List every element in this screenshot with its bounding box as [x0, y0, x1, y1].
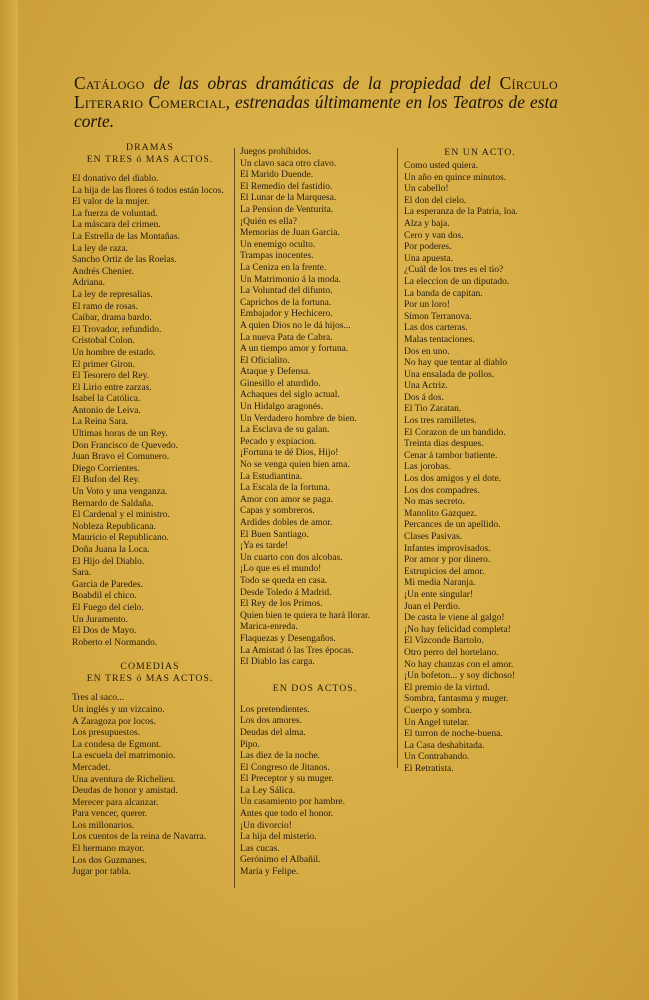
list-item: Nobleza Republicana.	[72, 521, 156, 532]
list-item: Un hombre de estado.	[72, 347, 156, 358]
title-catalogo: Catálogo	[74, 73, 145, 93]
list-item: Caibar, drama bardo.	[72, 313, 152, 324]
list-item: Los tres ramilletes.	[404, 416, 477, 427]
list-item: Los dos Guzmanes.	[72, 855, 147, 866]
column-dramas	[72, 142, 228, 879]
list-item: Un inglés y un vizcaino.	[72, 704, 165, 715]
list-item: Un clavo saca otro clavo.	[240, 158, 337, 169]
list-item: La hija del misterio.	[240, 832, 317, 843]
list-item: Garcia de Paredes.	[72, 579, 143, 590]
list-item: Simon Terranova.	[404, 311, 472, 322]
list-item: El Marido Duende.	[240, 170, 314, 181]
list-item: Treinta dias despues.	[404, 439, 484, 450]
list-item: La Casa deshabitada.	[404, 740, 485, 751]
list-item: Flaquezas y Desengaños.	[240, 633, 336, 644]
list-item: Una Actriz.	[404, 381, 448, 392]
list-item: Mi media Naranja.	[404, 578, 476, 589]
list-item: La nueva Pata de Cabra.	[240, 332, 333, 343]
list-item: Isabel la Católica.	[72, 394, 141, 405]
list-item: La ley de raza.	[72, 243, 128, 254]
list-item: La esperanza de la Patria, loa.	[404, 207, 518, 218]
list-item: Todo se queda en casa.	[240, 575, 328, 586]
list-item: Mercadet.	[72, 762, 111, 773]
list-item: Ultimas horas de un Rey.	[72, 429, 168, 440]
column-rule-left	[234, 148, 235, 888]
list-item: Trampas inocentes.	[240, 251, 314, 262]
list-item: Un Juramento.	[72, 614, 128, 625]
list-item: Por amor y por dinero.	[404, 555, 491, 566]
list-dramas	[72, 174, 228, 649]
list-item: Juan Bravo el Comunero.	[72, 452, 170, 463]
list-item: Por un loro!	[404, 300, 450, 311]
list-item: La Pension de Venturita.	[240, 204, 334, 215]
list-item: ¡Fortuna te dé Dios, Hijo!	[240, 448, 339, 459]
list-item: La eleccion de un diputado.	[404, 276, 510, 287]
list-item: Ginesillo el aturdido.	[240, 378, 321, 389]
list-item: Los dos amores.	[240, 716, 303, 727]
list-item: Un Verdadero hombre de bien.	[240, 413, 357, 424]
list-item: No hay chanzas con el amor.	[404, 659, 514, 670]
list-item: Andrés Chenier.	[72, 266, 134, 277]
title-circulo: Círculo Literario Comercial	[74, 73, 558, 112]
list-item: ¡Un divorcio!	[240, 820, 292, 831]
list-item: Achaques del siglo actual.	[240, 390, 340, 401]
list-item: El Tesorero del Rey.	[72, 371, 150, 382]
title-text-2: , estrenadas últimamente en los Teatros de esta corte.	[74, 92, 558, 131]
list-item: Juegos prohibidos.	[240, 147, 312, 157]
list-item: Memorias de Juan Garcia.	[240, 228, 340, 239]
list-item: Deudas de honor y amistad.	[72, 786, 178, 797]
list-item: El Hijo del Diablo.	[72, 556, 145, 567]
list-item: Un año en quince minutos.	[404, 172, 507, 183]
list-item: El Oficialito.	[240, 355, 290, 366]
list-item: Los pretendientes.	[240, 704, 310, 715]
list-item: El primer Giron.	[72, 359, 136, 370]
list-item: Jugar por tabla.	[72, 867, 131, 878]
list-item: Roberto el Normando.	[72, 637, 158, 648]
list-item: Boabdil el chico.	[72, 591, 137, 602]
list-item: El Fuego del cielo.	[72, 602, 144, 613]
list-item: El Lirio entre zarzas.	[72, 382, 152, 393]
column-rule-right	[397, 148, 398, 768]
list-item: ¡Un bofeton... y soy dichoso!	[404, 671, 516, 682]
list-item: A quien Dios no le dá hijos...	[240, 320, 351, 331]
list-item: Caprichos de la fortuna.	[240, 297, 332, 308]
list-item: Antonio de Leiva.	[72, 405, 141, 416]
list-item: Los presupuestos.	[72, 728, 141, 739]
list-item: El don del cielo.	[404, 195, 467, 206]
list-item: Juan el Perdio.	[404, 601, 461, 612]
list-item: La hija de las flores ó todos están locos.	[72, 185, 224, 196]
list-item: Los dos amigos y el dote.	[404, 474, 502, 485]
list-item: Ardides dobles de amor.	[240, 518, 333, 528]
list-item: Sancho Ortiz de las Roelas.	[72, 255, 177, 266]
list-item: Un Contrabando.	[404, 752, 470, 763]
list-item: Pecado y expiacion.	[240, 436, 317, 447]
list-item: La condesa de Egmont.	[72, 739, 162, 750]
list-comedias	[72, 693, 228, 879]
list-item: El Lunar de la Marquesa.	[240, 193, 337, 204]
list-item: Los dos compadres.	[404, 485, 480, 496]
list-item: Un Hidalgo aragonés.	[240, 402, 324, 413]
list-item: El turron de noche-buena.	[404, 729, 503, 740]
list-item: La Estrella de las Montañas.	[72, 231, 180, 242]
list-item: Desde Toledo á Madrid.	[240, 587, 332, 598]
list-item: El premio de la virtud.	[404, 682, 490, 693]
page-edge	[0, 0, 18, 1000]
list-item: Marica-enreda.	[240, 622, 298, 633]
list-item: Un enemigo oculto.	[240, 239, 316, 250]
list-item: El Rey de los Primos.	[240, 599, 323, 610]
list-item: De casta le viene al galgo!	[404, 613, 505, 624]
list-item: El Trovador, refundido.	[72, 324, 162, 335]
list-item: Un cuarto con dos alcobas.	[240, 552, 343, 563]
list-un-acto	[404, 161, 556, 775]
list-item: Los millonarios.	[72, 820, 135, 831]
list-item: Embajador y Hechicero.	[240, 309, 333, 320]
list-item: No hay que tentar al diablo	[404, 358, 508, 369]
catalog-title	[74, 74, 558, 131]
list-item: María y Felipe.	[240, 867, 299, 878]
list-item: Quien bien te quiera te hará llorar.	[240, 610, 371, 621]
list-item: Bernardo de Saldaña.	[72, 498, 154, 509]
list-item: La Reina Sara.	[72, 417, 129, 428]
list-item: Ataque y Defensa.	[240, 367, 311, 378]
list-item: La escuela del matrimonio.	[72, 751, 176, 762]
list-item: Infantes improvisados.	[404, 543, 491, 554]
list-item: Amor con amor se paga.	[240, 494, 334, 505]
list-item: El Diablo las carga.	[240, 657, 315, 668]
list-item: Las cucas.	[240, 843, 280, 854]
list-item: El Buen Santiago.	[240, 529, 309, 540]
list-item: La Amistad ó las Tres épocas.	[240, 645, 354, 656]
list-item: La ley de represalias.	[72, 289, 153, 300]
list-item: Un casamiento por hambre.	[240, 797, 345, 808]
list-item: La Estudiantina.	[240, 471, 303, 482]
list-item: Una apuesta.	[404, 253, 454, 264]
list-item: El Dos de Mayo.	[72, 626, 137, 637]
list-item: La Ceniza en la frente.	[240, 262, 327, 273]
list-item: No mas secreto.	[404, 497, 465, 508]
list-item: Manolito Gazquez.	[404, 508, 477, 519]
list-item: Un Matrimonio á la moda.	[240, 274, 342, 285]
heading-comedias: COMEDIAS	[120, 661, 180, 673]
list-item: Los cuentos de la reina de Navarra.	[72, 832, 207, 843]
list-item: Percances de un apellido.	[404, 520, 501, 531]
list-item: Cuerpo y sombra.	[404, 705, 472, 716]
list-item: Don Francisco de Quevedo.	[72, 440, 179, 451]
list-dos-actos	[240, 705, 390, 879]
list-item: Estrupicios del amor.	[404, 566, 485, 577]
list-item: Capas y sombreros.	[240, 506, 315, 517]
list-item: El Corazon de un bandido.	[404, 427, 506, 438]
list-item: La Esclava de su galan.	[240, 425, 330, 436]
list-item: Un Angel tutelar.	[404, 717, 470, 728]
list-item: Un Voto y una venganza.	[72, 487, 168, 498]
list-item: Dos á dos.	[404, 392, 444, 403]
list-item: Pipo.	[240, 739, 260, 750]
list-item: El Tio Zaratan.	[404, 404, 462, 415]
list-item: El donativo del diablo.	[72, 174, 159, 184]
list-item: Cristobal Colon.	[72, 336, 135, 347]
list-item: Tres al saco...	[72, 693, 125, 704]
list-item: Un cabello!	[404, 184, 449, 195]
list-item: Las diez de la noche.	[240, 751, 320, 762]
list-item: ¡Ya es tarde!	[240, 541, 289, 552]
subheading-dramas: EN TRES ó MAS ACTOS.	[86, 154, 214, 165]
list-item: ¡Un ente singular!	[404, 589, 474, 600]
list-item: El Congreso de Jitanos.	[240, 762, 330, 773]
list-item: El hermano mayor.	[72, 844, 145, 855]
list-item: ¿Cuál de los tres es el tio?	[404, 265, 504, 276]
list-item: Las dos carteras.	[404, 323, 468, 334]
subheading-comedias: EN TRES ó MAS ACTOS.	[86, 673, 214, 685]
list-item: Las jorobas.	[404, 462, 451, 473]
list-item: Para vencer, querer.	[72, 809, 148, 820]
list-item: Adriana.	[72, 278, 105, 289]
list-item: ¡Quién es ella?	[240, 216, 297, 227]
list-item: Cenar á tambor batiente.	[404, 450, 498, 461]
list-item: A Zaragoza por locos.	[72, 716, 156, 727]
list-item: El Remedio del fastidio.	[240, 181, 333, 192]
column-un-acto	[404, 147, 556, 775]
list-item: Una aventura de Richelieu.	[72, 774, 176, 785]
list-item: Deudas del alma.	[240, 727, 306, 738]
list-item: El Retratista.	[404, 763, 454, 774]
list-item: ¡No hay felicidad completa!	[404, 624, 511, 635]
list-item: El Vizconde Bartolo.	[404, 636, 484, 647]
list-item: El Cardenal y el ministro.	[72, 510, 170, 521]
list-item: Otro perro del hortelano.	[404, 647, 499, 658]
list-item: Merecer para alcanzar.	[72, 797, 159, 808]
list-item: ¡Lo que es el mundo!	[240, 564, 322, 575]
list-item: El Bufon del Rey.	[72, 475, 140, 486]
title-text-1: de las obras dramáticas de la propiedad del	[144, 73, 500, 93]
column-middle	[240, 147, 390, 879]
heading-dramas: DRAMAS	[126, 142, 174, 153]
list-item: Cero y van dos.	[404, 230, 464, 241]
list-item: Antes que todo el honor.	[240, 809, 334, 820]
list-item: A un tiempo amor y fortuna.	[240, 344, 349, 355]
heading-un-acto: EN UN ACTO.	[444, 147, 516, 158]
list-item: Como usted quiera.	[404, 161, 479, 171]
list-item: Clases Pasivas.	[404, 532, 463, 542]
list-item: La Escala de la fortuna.	[240, 483, 330, 494]
list-item: Malas tentaciones.	[404, 334, 475, 345]
list-item: Diego Corrientes.	[72, 463, 140, 474]
list-item: Gerónimo el Albañil.	[240, 855, 321, 866]
list-item: Dos en uno.	[404, 346, 450, 357]
list-item: Sara.	[72, 568, 92, 579]
list-item: La Ley Sálica.	[240, 785, 296, 796]
list-item: La máscara del crimen.	[72, 220, 161, 231]
list-item: Sombra, fantasma y muger.	[404, 694, 509, 705]
list-item: La Voluntad del difunto.	[240, 286, 333, 297]
list-comedias-continued	[240, 147, 390, 669]
list-item: El valor de la mujer.	[72, 197, 150, 208]
list-item: Alza y baja.	[404, 218, 450, 229]
list-item: La banda de capitan.	[404, 288, 483, 299]
list-item: El Preceptor y su muger.	[240, 774, 334, 785]
list-item: Mauricio el Republicano.	[72, 533, 169, 544]
list-item: Por poderes.	[404, 242, 452, 253]
heading-dos-actos: EN DOS ACTOS.	[272, 682, 358, 694]
list-item: Doña Juana la Loca.	[72, 545, 150, 555]
list-item: No se venga quien bien ama.	[240, 460, 350, 471]
list-item: La fuerza de voluntad.	[72, 208, 158, 219]
list-item: Una ensalada de pollos.	[404, 369, 495, 380]
list-item: El ramo de rosas.	[72, 301, 138, 312]
